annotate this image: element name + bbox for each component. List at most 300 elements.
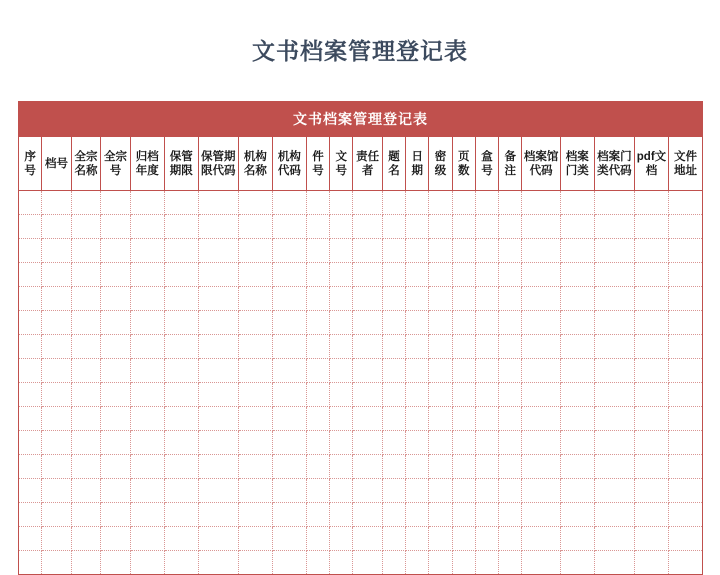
- table-cell[interactable]: [594, 479, 634, 503]
- table-cell[interactable]: [330, 431, 353, 455]
- table-cell[interactable]: [130, 335, 164, 359]
- table-cell[interactable]: [330, 455, 353, 479]
- table-cell[interactable]: [452, 191, 475, 215]
- table-cell[interactable]: [42, 479, 72, 503]
- table-cell[interactable]: [594, 263, 634, 287]
- table-cell[interactable]: [42, 455, 72, 479]
- table-cell[interactable]: [406, 383, 429, 407]
- table-cell[interactable]: [42, 287, 72, 311]
- table-cell[interactable]: [382, 479, 405, 503]
- table-cell[interactable]: [71, 215, 101, 239]
- table-cell[interactable]: [594, 527, 634, 551]
- table-cell[interactable]: [353, 335, 383, 359]
- table-cell[interactable]: [429, 383, 452, 407]
- table-cell[interactable]: [330, 335, 353, 359]
- table-cell[interactable]: [668, 407, 702, 431]
- table-cell[interactable]: [635, 191, 669, 215]
- table-cell[interactable]: [101, 455, 131, 479]
- table-cell[interactable]: [101, 191, 131, 215]
- table-cell[interactable]: [353, 527, 383, 551]
- table-cell[interactable]: [475, 407, 498, 431]
- table-cell[interactable]: [130, 503, 164, 527]
- table-cell[interactable]: [71, 527, 101, 551]
- table-cell[interactable]: [272, 431, 306, 455]
- table-cell[interactable]: [130, 215, 164, 239]
- table-cell[interactable]: [406, 407, 429, 431]
- table-cell[interactable]: [560, 191, 594, 215]
- table-cell[interactable]: [330, 215, 353, 239]
- table-cell[interactable]: [238, 383, 272, 407]
- table-cell[interactable]: [635, 551, 669, 575]
- table-cell[interactable]: [272, 239, 306, 263]
- table-cell[interactable]: [429, 311, 452, 335]
- table-cell[interactable]: [475, 479, 498, 503]
- table-cell[interactable]: [330, 239, 353, 263]
- table-cell[interactable]: [382, 191, 405, 215]
- table-cell[interactable]: [522, 455, 560, 479]
- table-cell[interactable]: [130, 455, 164, 479]
- table-cell[interactable]: [499, 215, 522, 239]
- table-cell[interactable]: [429, 431, 452, 455]
- table-cell[interactable]: [101, 527, 131, 551]
- table-cell[interactable]: [429, 335, 452, 359]
- table-cell[interactable]: [71, 311, 101, 335]
- table-cell[interactable]: [272, 359, 306, 383]
- table-cell[interactable]: [499, 479, 522, 503]
- table-cell[interactable]: [560, 455, 594, 479]
- table-cell[interactable]: [130, 479, 164, 503]
- table-cell[interactable]: [272, 479, 306, 503]
- table-cell[interactable]: [560, 359, 594, 383]
- table-cell[interactable]: [406, 239, 429, 263]
- table-cell[interactable]: [272, 503, 306, 527]
- table-cell[interactable]: [429, 215, 452, 239]
- table-cell[interactable]: [19, 383, 42, 407]
- table-cell[interactable]: [635, 455, 669, 479]
- table-cell[interactable]: [71, 407, 101, 431]
- table-cell[interactable]: [164, 503, 198, 527]
- table-cell[interactable]: [452, 215, 475, 239]
- table-cell[interactable]: [238, 215, 272, 239]
- table-cell[interactable]: [130, 359, 164, 383]
- table-cell[interactable]: [406, 215, 429, 239]
- table-cell[interactable]: [130, 527, 164, 551]
- table-cell[interactable]: [71, 551, 101, 575]
- table-cell[interactable]: [198, 551, 238, 575]
- table-cell[interactable]: [668, 263, 702, 287]
- table-cell[interactable]: [668, 479, 702, 503]
- table-cell[interactable]: [42, 311, 72, 335]
- table-cell[interactable]: [306, 383, 329, 407]
- table-cell[interactable]: [499, 335, 522, 359]
- table-cell[interactable]: [353, 191, 383, 215]
- table-cell[interactable]: [238, 335, 272, 359]
- table-cell[interactable]: [238, 503, 272, 527]
- table-cell[interactable]: [353, 503, 383, 527]
- table-cell[interactable]: [499, 527, 522, 551]
- table-cell[interactable]: [475, 455, 498, 479]
- table-cell[interactable]: [198, 455, 238, 479]
- table-cell[interactable]: [475, 527, 498, 551]
- table-cell[interactable]: [330, 311, 353, 335]
- table-cell[interactable]: [164, 191, 198, 215]
- table-cell[interactable]: [429, 239, 452, 263]
- table-cell[interactable]: [353, 359, 383, 383]
- table-cell[interactable]: [238, 479, 272, 503]
- table-cell[interactable]: [306, 239, 329, 263]
- table-cell[interactable]: [306, 455, 329, 479]
- table-cell[interactable]: [429, 287, 452, 311]
- table-cell[interactable]: [499, 287, 522, 311]
- table-cell[interactable]: [71, 263, 101, 287]
- table-cell[interactable]: [353, 287, 383, 311]
- table-cell[interactable]: [499, 263, 522, 287]
- table-cell[interactable]: [19, 287, 42, 311]
- table-cell[interactable]: [635, 263, 669, 287]
- table-cell[interactable]: [198, 479, 238, 503]
- table-cell[interactable]: [42, 527, 72, 551]
- table-cell[interactable]: [42, 215, 72, 239]
- table-cell[interactable]: [164, 287, 198, 311]
- table-cell[interactable]: [71, 431, 101, 455]
- table-cell[interactable]: [130, 263, 164, 287]
- table-cell[interactable]: [130, 191, 164, 215]
- table-cell[interactable]: [272, 191, 306, 215]
- table-cell[interactable]: [238, 551, 272, 575]
- table-cell[interactable]: [19, 335, 42, 359]
- table-cell[interactable]: [330, 359, 353, 383]
- table-cell[interactable]: [522, 431, 560, 455]
- table-cell[interactable]: [475, 551, 498, 575]
- table-cell[interactable]: [452, 431, 475, 455]
- table-cell[interactable]: [42, 359, 72, 383]
- table-cell[interactable]: [71, 455, 101, 479]
- table-cell[interactable]: [668, 191, 702, 215]
- table-cell[interactable]: [635, 527, 669, 551]
- table-cell[interactable]: [429, 503, 452, 527]
- table-cell[interactable]: [330, 551, 353, 575]
- table-cell[interactable]: [353, 239, 383, 263]
- table-cell[interactable]: [42, 383, 72, 407]
- table-cell[interactable]: [130, 239, 164, 263]
- table-cell[interactable]: [42, 263, 72, 287]
- table-cell[interactable]: [164, 407, 198, 431]
- table-cell[interactable]: [635, 335, 669, 359]
- table-cell[interactable]: [560, 287, 594, 311]
- table-cell[interactable]: [499, 455, 522, 479]
- table-cell[interactable]: [42, 551, 72, 575]
- table-cell[interactable]: [429, 359, 452, 383]
- table-cell[interactable]: [475, 503, 498, 527]
- table-cell[interactable]: [164, 239, 198, 263]
- table-cell[interactable]: [429, 455, 452, 479]
- table-cell[interactable]: [452, 311, 475, 335]
- table-cell[interactable]: [306, 191, 329, 215]
- table-cell[interactable]: [164, 431, 198, 455]
- table-cell[interactable]: [406, 311, 429, 335]
- table-cell[interactable]: [668, 455, 702, 479]
- table-cell[interactable]: [475, 383, 498, 407]
- table-cell[interactable]: [522, 287, 560, 311]
- table-cell[interactable]: [475, 263, 498, 287]
- table-cell[interactable]: [522, 335, 560, 359]
- table-cell[interactable]: [560, 311, 594, 335]
- table-cell[interactable]: [306, 527, 329, 551]
- table-cell[interactable]: [382, 527, 405, 551]
- table-cell[interactable]: [272, 335, 306, 359]
- table-cell[interactable]: [594, 215, 634, 239]
- table-cell[interactable]: [594, 503, 634, 527]
- table-cell[interactable]: [594, 287, 634, 311]
- table-cell[interactable]: [71, 359, 101, 383]
- table-cell[interactable]: [238, 287, 272, 311]
- table-cell[interactable]: [272, 551, 306, 575]
- table-cell[interactable]: [594, 239, 634, 263]
- table-cell[interactable]: [71, 287, 101, 311]
- table-cell[interactable]: [306, 407, 329, 431]
- table-cell[interactable]: [475, 431, 498, 455]
- table-cell[interactable]: [452, 239, 475, 263]
- table-cell[interactable]: [406, 191, 429, 215]
- table-cell[interactable]: [452, 263, 475, 287]
- table-cell[interactable]: [594, 359, 634, 383]
- table-cell[interactable]: [101, 551, 131, 575]
- table-cell[interactable]: [272, 215, 306, 239]
- table-cell[interactable]: [101, 407, 131, 431]
- table-cell[interactable]: [522, 311, 560, 335]
- table-cell[interactable]: [19, 359, 42, 383]
- table-cell[interactable]: [198, 527, 238, 551]
- table-cell[interactable]: [238, 191, 272, 215]
- table-cell[interactable]: [330, 407, 353, 431]
- table-cell[interactable]: [101, 263, 131, 287]
- table-cell[interactable]: [272, 287, 306, 311]
- table-cell[interactable]: [42, 335, 72, 359]
- table-cell[interactable]: [452, 335, 475, 359]
- table-cell[interactable]: [272, 407, 306, 431]
- table-cell[interactable]: [42, 407, 72, 431]
- table-cell[interactable]: [382, 383, 405, 407]
- table-cell[interactable]: [198, 383, 238, 407]
- table-cell[interactable]: [594, 335, 634, 359]
- table-cell[interactable]: [353, 479, 383, 503]
- table-cell[interactable]: [130, 431, 164, 455]
- table-cell[interactable]: [452, 383, 475, 407]
- table-cell[interactable]: [330, 479, 353, 503]
- table-cell[interactable]: [238, 263, 272, 287]
- table-cell[interactable]: [306, 287, 329, 311]
- table-cell[interactable]: [406, 527, 429, 551]
- table-cell[interactable]: [272, 311, 306, 335]
- table-cell[interactable]: [238, 311, 272, 335]
- table-cell[interactable]: [475, 239, 498, 263]
- table-cell[interactable]: [71, 335, 101, 359]
- table-cell[interactable]: [198, 263, 238, 287]
- table-cell[interactable]: [560, 407, 594, 431]
- table-cell[interactable]: [353, 215, 383, 239]
- table-cell[interactable]: [101, 311, 131, 335]
- table-cell[interactable]: [635, 359, 669, 383]
- table-cell[interactable]: [238, 527, 272, 551]
- table-cell[interactable]: [560, 335, 594, 359]
- table-cell[interactable]: [198, 215, 238, 239]
- table-cell[interactable]: [635, 383, 669, 407]
- table-cell[interactable]: [71, 191, 101, 215]
- table-cell[interactable]: [406, 431, 429, 455]
- table-cell[interactable]: [560, 503, 594, 527]
- table-cell[interactable]: [164, 335, 198, 359]
- table-cell[interactable]: [406, 455, 429, 479]
- table-cell[interactable]: [19, 215, 42, 239]
- table-cell[interactable]: [101, 383, 131, 407]
- table-cell[interactable]: [164, 359, 198, 383]
- table-cell[interactable]: [382, 215, 405, 239]
- table-cell[interactable]: [198, 407, 238, 431]
- table-cell[interactable]: [429, 263, 452, 287]
- table-cell[interactable]: [164, 311, 198, 335]
- table-cell[interactable]: [130, 287, 164, 311]
- table-cell[interactable]: [198, 239, 238, 263]
- table-cell[interactable]: [499, 503, 522, 527]
- table-cell[interactable]: [594, 407, 634, 431]
- table-cell[interactable]: [452, 551, 475, 575]
- table-cell[interactable]: [101, 359, 131, 383]
- table-cell[interactable]: [668, 311, 702, 335]
- table-cell[interactable]: [406, 335, 429, 359]
- table-cell[interactable]: [406, 359, 429, 383]
- table-cell[interactable]: [198, 191, 238, 215]
- table-cell[interactable]: [522, 191, 560, 215]
- table-cell[interactable]: [668, 527, 702, 551]
- table-cell[interactable]: [668, 551, 702, 575]
- table-cell[interactable]: [306, 215, 329, 239]
- table-cell[interactable]: [330, 503, 353, 527]
- table-cell[interactable]: [452, 287, 475, 311]
- table-cell[interactable]: [306, 479, 329, 503]
- table-cell[interactable]: [306, 311, 329, 335]
- table-cell[interactable]: [594, 383, 634, 407]
- table-cell[interactable]: [635, 431, 669, 455]
- table-cell[interactable]: [635, 215, 669, 239]
- table-cell[interactable]: [452, 359, 475, 383]
- table-cell[interactable]: [635, 287, 669, 311]
- table-cell[interactable]: [522, 263, 560, 287]
- table-cell[interactable]: [475, 287, 498, 311]
- table-cell[interactable]: [198, 311, 238, 335]
- table-cell[interactable]: [272, 527, 306, 551]
- table-cell[interactable]: [452, 407, 475, 431]
- table-cell[interactable]: [306, 263, 329, 287]
- table-cell[interactable]: [522, 383, 560, 407]
- table-cell[interactable]: [522, 215, 560, 239]
- table-cell[interactable]: [164, 527, 198, 551]
- table-cell[interactable]: [306, 431, 329, 455]
- table-cell[interactable]: [198, 335, 238, 359]
- table-cell[interactable]: [406, 479, 429, 503]
- table-cell[interactable]: [42, 503, 72, 527]
- table-cell[interactable]: [306, 359, 329, 383]
- table-cell[interactable]: [429, 191, 452, 215]
- table-cell[interactable]: [475, 335, 498, 359]
- table-cell[interactable]: [306, 503, 329, 527]
- table-cell[interactable]: [499, 407, 522, 431]
- table-cell[interactable]: [19, 551, 42, 575]
- table-cell[interactable]: [272, 383, 306, 407]
- table-cell[interactable]: [130, 383, 164, 407]
- table-cell[interactable]: [522, 479, 560, 503]
- table-cell[interactable]: [499, 239, 522, 263]
- table-cell[interactable]: [560, 479, 594, 503]
- table-cell[interactable]: [522, 551, 560, 575]
- table-cell[interactable]: [594, 455, 634, 479]
- table-cell[interactable]: [101, 239, 131, 263]
- table-cell[interactable]: [560, 215, 594, 239]
- table-cell[interactable]: [19, 503, 42, 527]
- table-cell[interactable]: [499, 551, 522, 575]
- table-cell[interactable]: [475, 215, 498, 239]
- table-cell[interactable]: [452, 479, 475, 503]
- table-cell[interactable]: [19, 311, 42, 335]
- table-cell[interactable]: [101, 215, 131, 239]
- table-cell[interactable]: [668, 359, 702, 383]
- table-cell[interactable]: [101, 479, 131, 503]
- table-cell[interactable]: [635, 239, 669, 263]
- table-cell[interactable]: [42, 431, 72, 455]
- table-cell[interactable]: [668, 503, 702, 527]
- table-cell[interactable]: [130, 551, 164, 575]
- table-cell[interactable]: [42, 239, 72, 263]
- table-cell[interactable]: [594, 311, 634, 335]
- table-cell[interactable]: [594, 431, 634, 455]
- table-cell[interactable]: [330, 383, 353, 407]
- table-cell[interactable]: [560, 551, 594, 575]
- table-cell[interactable]: [668, 215, 702, 239]
- table-cell[interactable]: [272, 455, 306, 479]
- table-cell[interactable]: [635, 503, 669, 527]
- table-cell[interactable]: [499, 311, 522, 335]
- table-cell[interactable]: [164, 263, 198, 287]
- table-cell[interactable]: [19, 191, 42, 215]
- table-cell[interactable]: [19, 263, 42, 287]
- table-cell[interactable]: [164, 383, 198, 407]
- table-cell[interactable]: [330, 263, 353, 287]
- table-cell[interactable]: [499, 383, 522, 407]
- table-cell[interactable]: [560, 263, 594, 287]
- table-cell[interactable]: [71, 479, 101, 503]
- table-cell[interactable]: [406, 263, 429, 287]
- table-cell[interactable]: [382, 431, 405, 455]
- table-cell[interactable]: [306, 551, 329, 575]
- table-cell[interactable]: [382, 455, 405, 479]
- table-cell[interactable]: [668, 239, 702, 263]
- table-cell[interactable]: [330, 287, 353, 311]
- table-cell[interactable]: [19, 527, 42, 551]
- table-cell[interactable]: [382, 551, 405, 575]
- table-cell[interactable]: [382, 311, 405, 335]
- table-cell[interactable]: [560, 383, 594, 407]
- table-cell[interactable]: [475, 359, 498, 383]
- table-cell[interactable]: [198, 503, 238, 527]
- table-cell[interactable]: [452, 503, 475, 527]
- table-cell[interactable]: [429, 551, 452, 575]
- table-cell[interactable]: [560, 239, 594, 263]
- table-cell[interactable]: [238, 407, 272, 431]
- table-cell[interactable]: [382, 335, 405, 359]
- table-cell[interactable]: [330, 191, 353, 215]
- table-cell[interactable]: [353, 383, 383, 407]
- table-cell[interactable]: [19, 431, 42, 455]
- table-cell[interactable]: [452, 527, 475, 551]
